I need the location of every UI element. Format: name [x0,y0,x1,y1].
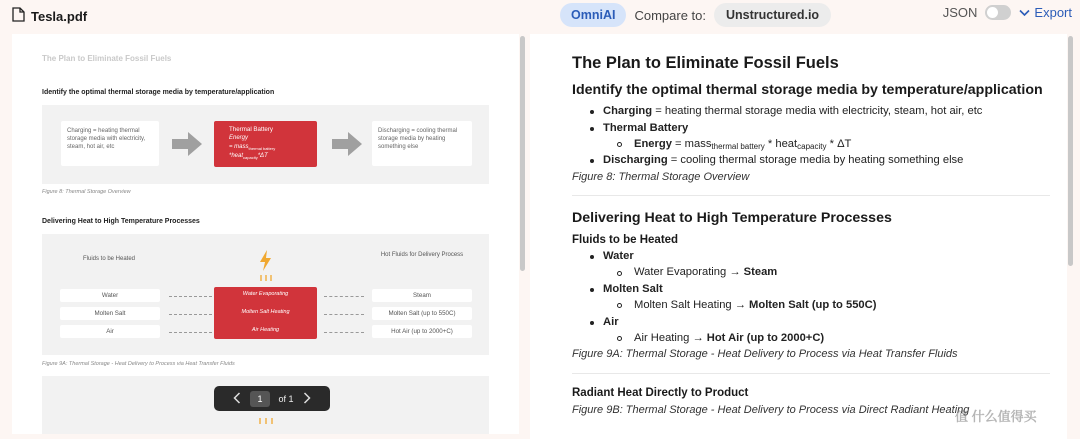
item-molten-salt-name: Molten Salt [603,283,663,295]
thermal-battery-box [214,121,317,167]
bullet [590,255,594,259]
arrow-text: → [689,332,707,344]
fig9a-caption: Figure 9A: Thermal Storage - Heat Delivery to Process via Heat Transfer Fluids [42,361,235,367]
input-water: Water [60,289,160,302]
fig8-caption-output: Figure 8: Thermal Storage Overview [572,171,750,183]
output-molten-salt: Molten Salt (up to 550C) [372,307,472,320]
pdf-heading-2: Delivering Heat to High Temperature Processes [42,218,200,225]
page-navigator [214,386,330,411]
energy-heat: * heat [764,138,798,150]
result-text: Steam [743,266,778,278]
charging-def: = heating thermal storage media with electricity, steam, hot air, etc [652,105,983,117]
item-molten-salt-process [634,299,876,311]
process-air: Air Heating [251,327,280,333]
flow-arrow [324,332,364,333]
sub-bullet [617,271,622,276]
sub-bullet [617,142,622,147]
right-arrow-icon [332,132,362,156]
pdf-viewer[interactable] [12,34,519,434]
output-heading-2: Delivering Heat to High Temperature Processes [572,210,892,226]
page-number-input[interactable]: 1 [250,391,269,407]
input-molten-salt: Molten Salt [60,307,160,320]
process-text: Molten Salt Heating [634,299,732,311]
output-panel[interactable] [530,34,1067,439]
flow-arrow [169,314,212,315]
item-air-name: Air [603,316,619,328]
output-hot-air: Hot Air (up to 2000+C) [372,325,472,338]
arrow-text: → [731,299,750,311]
thermal-battery-title: Thermal Battery [229,126,274,133]
output-scrollbar[interactable] [1068,36,1073,266]
discharging-line [603,154,963,166]
result-text: Molten Salt (up to 550C) [749,299,877,311]
flow-arrow [324,314,364,315]
pdf-title: The Plan to Eliminate Fossil Fuels [42,54,172,63]
flow-arrow [324,296,364,297]
heat-label: *heat [229,152,244,159]
compare-label: Compare to: [634,7,706,23]
chevron-down-icon [1019,5,1030,20]
output-steam: Steam [372,289,472,302]
item-water [603,250,634,262]
sub-bullet [617,303,622,308]
top-bar [0,0,1080,32]
file-name-label: Tesla.pdf [31,8,88,24]
watermark-text: 值 什么值得买 [955,409,1037,424]
item-water-process [634,266,777,278]
chevron-left-icon[interactable] [233,392,241,406]
arrow-text: → [726,266,744,278]
process-text: Water Evaporating [634,266,727,278]
flow-arrow [169,332,212,333]
fig9b-caption-output: Figure 9B: Thermal Storage - Heat Delivery to Process via Direct Radiant Heating [572,404,970,416]
energy-mass-sub: thermal battery [711,142,765,151]
hot-fluids-header: Hot Fluids for Delivery Process [380,252,464,258]
energy-term: Energy [634,138,672,150]
output-title: The Plan to Eliminate Fossil Fuels [572,54,839,72]
figure-8 [42,105,489,184]
discharging-term: Discharging [603,154,668,166]
page-total: of 1 [278,393,294,404]
item-air-process [634,332,824,344]
charging-box: Charging = heating thermal storage media with electricity, steam, hot air, etc [61,121,159,166]
thermal-battery-line [603,122,688,134]
chevron-right-icon[interactable] [303,392,311,406]
charging-term: Charging [603,105,653,117]
input-air: Air [60,325,160,338]
bullet [590,110,594,114]
process-text: Air Heating [634,332,690,344]
item-molten-salt [603,283,663,295]
fig9a-caption-output: Figure 9A: Thermal Storage - Heat Delivery to Process via Heat Transfer Fluids [572,348,958,360]
view-controls [943,5,1072,20]
process-water: Water Evaporating [242,291,289,297]
compare-group [560,3,831,27]
watermark [955,406,1037,425]
item-air [603,316,619,328]
bullet [590,127,594,131]
json-toggle[interactable] [985,5,1011,20]
fluids-heading: Fluids to be Heated [572,234,679,246]
discharging-box: Discharging = cooling thermal storage media by heating something else [372,121,472,166]
energy-delta: * ΔT [826,138,852,150]
charging-line [603,105,982,117]
flow-arrow [169,296,212,297]
divider [572,195,1050,196]
energy-line [634,138,851,151]
radiant-heading: Radiant Heat Directly to Product [572,387,749,399]
discharging-def: = cooling thermal storage media by heating something else [667,154,964,166]
bullet [590,288,594,292]
figure-9a [42,234,489,355]
right-arrow-icon [172,132,202,156]
heat-sub: capacity [243,154,258,160]
fluids-header: Fluids to be Heated [82,256,136,262]
omniai-button[interactable]: OmniAI [560,3,626,27]
fig8-caption: Figure 8: Thermal Storage Overview [42,189,131,195]
file-name [12,7,87,25]
lightning-icon [258,250,274,282]
item-water-name: Water [603,250,634,262]
energy-mass: = mass [671,138,712,150]
pdf-heading-1: Identify the optimal thermal storage media by temperature/application [42,89,275,96]
heat-icon [256,416,276,426]
mass-sub: thermal battery [248,145,276,151]
thermal-battery-term: Thermal Battery [603,122,689,134]
document-icon [12,7,25,25]
process-molten-salt: Molten Salt Heating [241,309,290,315]
energy-heat-sub: capacity [797,142,827,151]
json-label: JSON [942,5,978,20]
result-text: Hot Air (up to 2000+C) [706,332,825,344]
divider [572,373,1050,374]
sub-bullet [617,336,622,341]
export-button[interactable] [1019,5,1072,20]
delta-t-label: *ΔT [257,152,268,159]
bullet [590,159,594,163]
compare-target-button[interactable]: Unstructured.io [714,3,831,27]
energy-label: Energy [229,135,249,142]
mass-label: = mass [229,143,249,150]
bullet [590,321,594,325]
export-label: Export [1034,5,1072,20]
output-heading-1: Identify the optimal thermal storage media by temperature/application [572,82,1043,98]
pdf-scrollbar[interactable] [520,36,525,271]
